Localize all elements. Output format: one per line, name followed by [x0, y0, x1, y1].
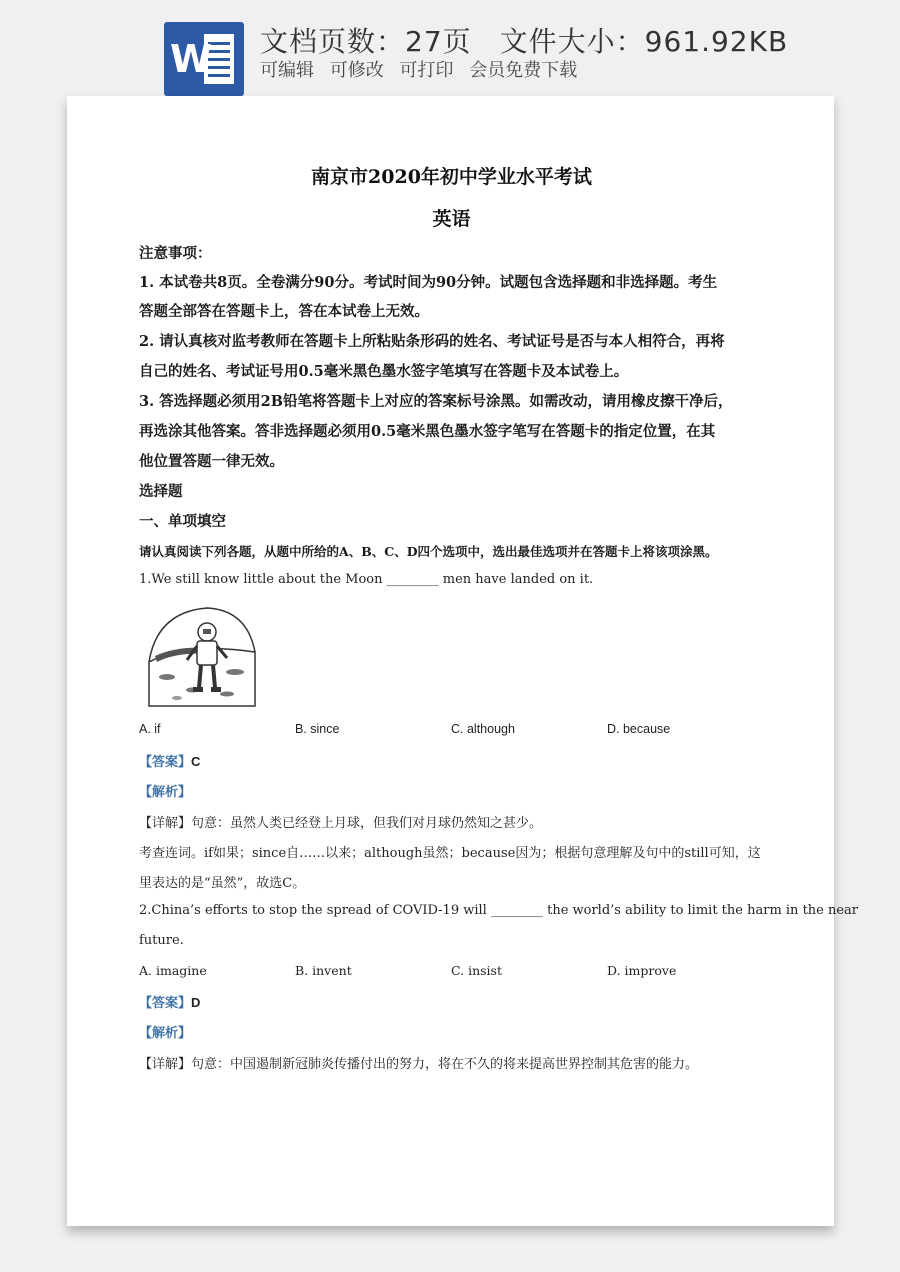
option-b: B. since [295, 722, 340, 736]
exam-subject: 英语 [432, 208, 471, 230]
option-b: B. invent [295, 963, 352, 978]
feature-editable: 可编辑 [260, 60, 314, 81]
option-d: D. improve [607, 963, 677, 978]
page-count: 文档页数：27页 [260, 25, 472, 58]
astronaut-illustration [147, 602, 257, 712]
answer-label: 【答案】C [139, 754, 201, 769]
explanation-text: 里表达的是“虽然”，故选C。 [139, 876, 306, 891]
analysis-label: 【解析】 [139, 1025, 192, 1040]
option-c: C. insist [451, 963, 502, 978]
notice-line: 答题全部答在答题卡上，答在本试卷上无效。 [139, 303, 429, 320]
detail-text: 【详解】句意：虽然人类已经登上月球，但我们对月球仍然知之甚少。 [139, 816, 543, 831]
subsection-heading: 一、单项填空 [139, 513, 226, 530]
file-size: 文件大小：961.92KB [499, 25, 789, 58]
feature-printable: 可打印 [399, 60, 454, 81]
feature-member-download: 会员免费下载 [469, 60, 578, 81]
notice-header: 注意事项： [139, 245, 212, 262]
explanation-text: 考查连词。if如果；since自……以来；although虽然；because因为；根据句意理解及句中的still可知，这 [139, 846, 761, 861]
notice-line: 他位置答题一律无效。 [139, 453, 284, 470]
download-banner [0, 0, 900, 96]
notice-line: 自己的姓名、考试证号用0.5毫米黑色墨水签字笔填写在答题卡及本试卷上。 [139, 363, 629, 380]
feature-modifiable: 可修改 [329, 60, 384, 81]
notice-line: 再选涂其他答案。答非选择题必须用0.5毫米黑色墨水签字笔写在答题卡的指定位置，在其 [139, 423, 716, 440]
option-c: C. although [451, 722, 515, 736]
detail-text: 【详解】句意：中国遏制新冠肺炎传播付出的努力，将在不久的将来提高世界控制其危害的能力。 [139, 1057, 699, 1072]
answer-value: D [191, 995, 201, 1010]
answer-value: C [191, 754, 201, 769]
notice-line: 3. 答选择题必须用2B铅笔将答题卡上对应的答案标号涂黑。如需改动，请用橡皮擦干净后， [139, 393, 733, 410]
analysis-label: 【解析】 [139, 784, 192, 799]
question-1-text: 1.We still know little about the Moon ________ men have landed on it. [139, 572, 594, 587]
option-d: D. because [607, 722, 671, 736]
notice-line: 1. 本试卷共8页。全卷满分90分。考试时间为90分钟。试题包含选择题和非选择题。考生 [139, 274, 718, 291]
document-page [67, 96, 859, 1226]
question-2-text-cont: future. [139, 933, 184, 948]
feature-list [260, 56, 587, 82]
word-icon: W [164, 22, 244, 96]
exam-title: 南京市2020年初中学业水平考试 [311, 166, 592, 188]
answer-label: 【答案】D [139, 995, 201, 1010]
instruction: 请认真阅读下列各题，从题中所给的A、B、C、D四个选项中，选出最佳选项并在答题卡上将该项涂黑。 [139, 544, 718, 559]
notice-line: 2. 请认真核对监考教师在答题卡上所粘贴条形码的姓名、考试证号是否与本人相符合，再将 [139, 333, 725, 350]
file-info [260, 20, 788, 60]
option-a: A. if [139, 722, 161, 736]
section-heading: 选择题 [139, 483, 183, 500]
option-a: A. imagine [139, 963, 207, 978]
question-2-text: 2.China’s efforts to stop the spread of COVID-19 will ________ the world’s ability to limit the harm in the near [139, 903, 859, 918]
